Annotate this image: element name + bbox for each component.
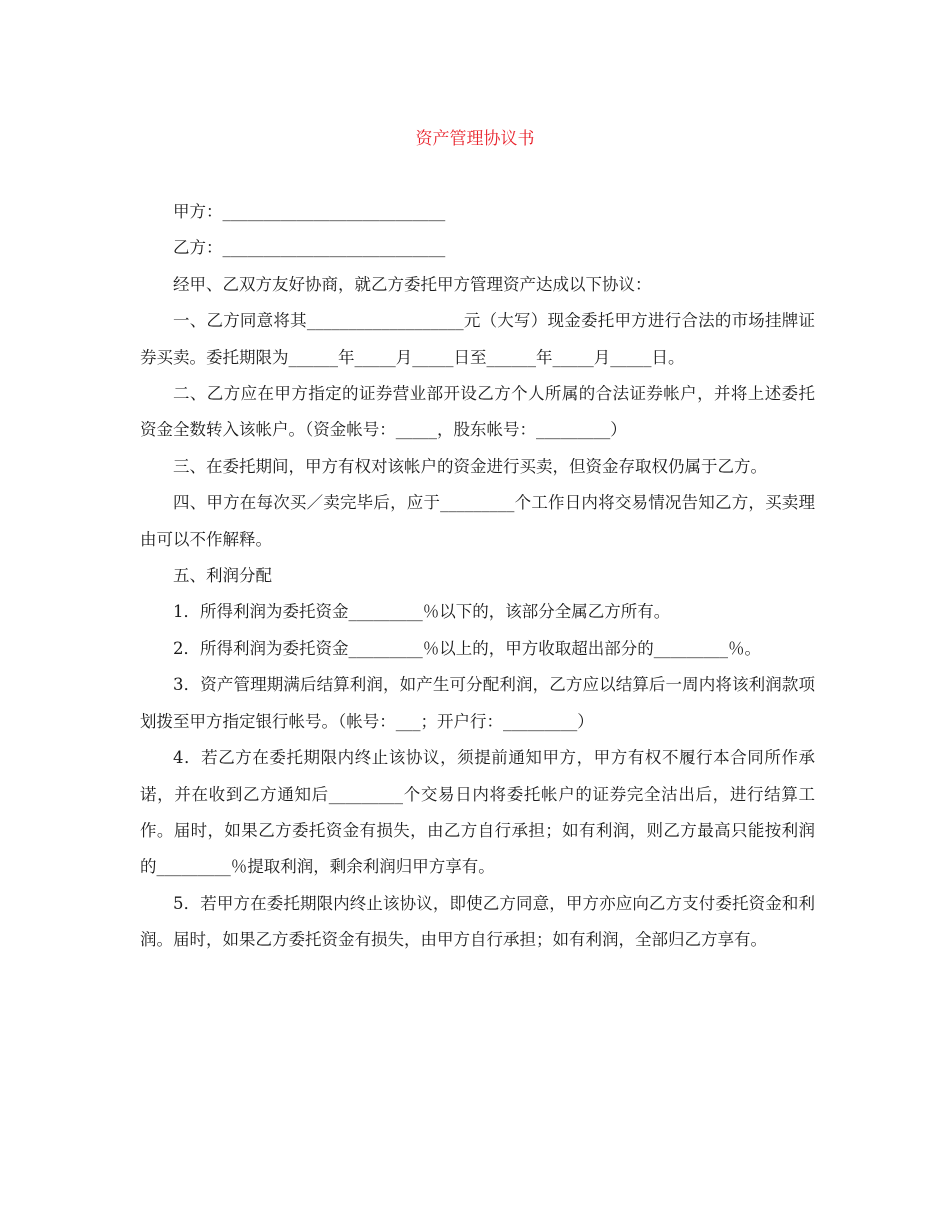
clause-5-item-1: 1．所得利润为委托资金_________％以下的，该部分全属乙方所有。: [173, 602, 671, 622]
clause-5-item-4: 4．若乙方在委托期限内终止该协议，须提前通知甲方，甲方有权不履行本合同所作承诺，并在收到乙方通知后_________个交易日内将委托帐户的证券完全沽出后，进行结算工作。届时，如果乙方委托资金有损失，由乙方自行承担；如有利润，则乙方最高只能按利润的_________％提取利润，剩余利润归甲方享有。: [140, 748, 815, 877]
clause-1: 一、乙方同意将其___________________元（大写）现金委托甲方进行合法的市场挂牌证券买卖。委托期限为______年_____月_____日至______年_____月_____日。: [140, 311, 815, 367]
clause-5-item-3: 3．资产管理期满后结算利润，如产生可分配利润，乙方应以结算后一周内将该利润款项划拨至甲方指定银行帐号。（帐号：___；开户行：_________）: [140, 675, 815, 731]
clause-5-heading: 五、利润分配: [173, 566, 272, 586]
clause-3: 三、在委托期间，甲方有权对该帐户的资金进行买卖，但资金存取权仍属于乙方。: [173, 456, 767, 476]
document-title: 资产管理协议书: [415, 129, 535, 149]
clause-5-item-2: 2．所得利润为委托资金_________％以上的，甲方收取超出部分的_________％。: [173, 638, 761, 658]
clause-4: 四、甲方在每次买／卖完毕后，应于_________个工作日内将交易情况告知乙方，买卖理由可以不作解释。: [140, 493, 815, 549]
clause-2: 二、乙方应在甲方指定的证券营业部开设乙方个人所属的合法证券帐户，并将上述委托资金全数转入该帐户。（资金帐号：_____，股东帐号：_________）: [140, 384, 815, 440]
clause-5-item-5: 5．若甲方在委托期限内终止该协议，即使乙方同意，甲方亦应向乙方支付委托资金和利润。届时，如果乙方委托资金有损失，由甲方自行承担；如有利润，全部归乙方享有。: [140, 893, 815, 950]
preamble: 经甲、乙双方友好协商，就乙方委托甲方管理资产达成以下协议：: [173, 274, 652, 294]
party-a-line: 甲方：___________________________: [173, 202, 446, 221]
party-b-line: 乙方：___________________________: [173, 238, 446, 258]
document-body: [140, 194, 815, 959]
